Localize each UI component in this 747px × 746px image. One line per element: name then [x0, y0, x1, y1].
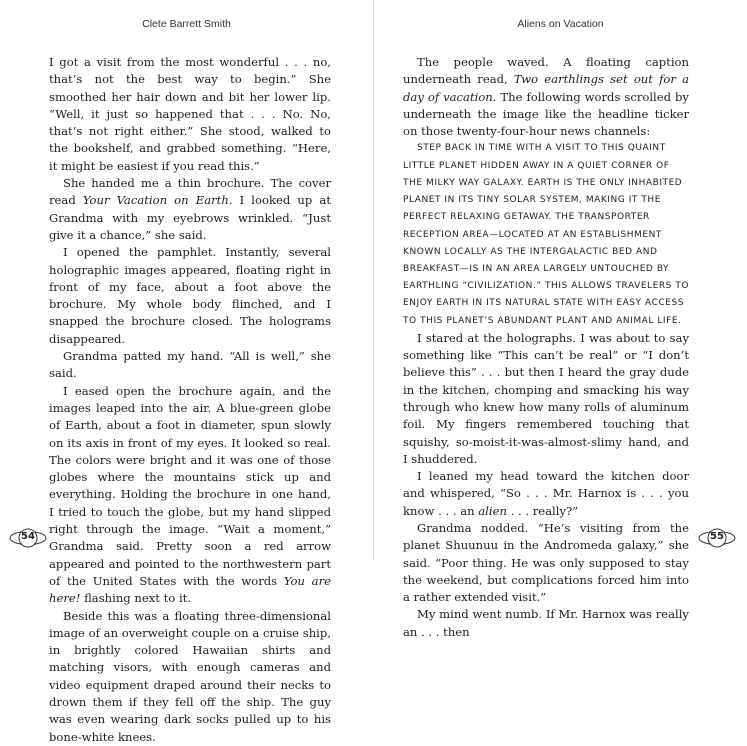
paragraph: I stared at the holographs. I was about to say something like “This can’t be real” or “I don’t believe this” . . . but then I heard the gray dude in the kitchen, chomping and smacking his way through who knew how many rolls of aluminum foil. My fingers remembered touching that squishy, so-moist-it-was-almost-slimy hand, and I shuddered. — [403, 330, 689, 466]
page-number: 55 — [710, 531, 724, 542]
page-number-left — [8, 526, 48, 550]
paragraph: My mind went numb. If Mr. Harnox was really an . . . then — [403, 607, 689, 639]
paragraph: Beside this was a floating three-dimensional image of an overweight couple on a cruise ship, in brightly colored Hawaiian shirts and matching visors, with enough cameras and video equipment draped around their necks to drown them if they fell off the ship. The guy was even wearing dark socks pulled up to his bone-white knees. — [49, 608, 331, 744]
brochure-title: Your Vacation on Earth — [82, 193, 229, 208]
caption-text: Two earthlings set out for a day of vacation. — [403, 72, 689, 104]
page-number-right — [697, 526, 737, 550]
paragraph: I leaned my head toward the kitchen door and whispered, “So . . . Mr. Harnox is . . . you know . . . an alien . . . really?” — [403, 469, 689, 518]
right-page-body — [403, 54, 689, 641]
page-number: 54 — [21, 531, 35, 542]
paragraph: I eased open the brochure again, and the images leaped into the air. A blue-green globe of Earth, about a foot in diameter, spun slowly on its axis in front of my eyes. It looked so real. The colors were bright and it was one of those globes where the mountains stick up and everything. Holding the brochure in one hand, I tried to touch the globe, but my hand slipped right through the image. “Wait a moment,” Grandma said. Pretty soon a red arrow appeared and pointed to the northwestern part of the United States with the words You are here! flashing next to it. — [49, 383, 331, 606]
paragraph: I got a visit from the most wonderful . . . no, that’s not the best way to begin.” She smoothed her hair down and bit her lower lip. “Well, it just so happened that . . . No. No, that’s not right either.” She stood, walked to the bookshelf, and grabbed something. “Here, it might be easiest if you read this.” — [49, 55, 331, 173]
paragraph: Grandma patted my hand. “All is well,” she said. — [49, 349, 331, 381]
right-page — [374, 0, 747, 639]
left-page — [0, 0, 373, 744]
you-are-here-text: You are here! — [49, 573, 331, 606]
running-head-title: Aliens on Vacation — [517, 18, 604, 30]
paragraph: The people waved. A floating caption underneath read, Two earthlings set out for a day of vacation. The following words scrolled by underneath the image like the headline ticker on those twenty-four-hour news channels: — [403, 55, 689, 139]
left-page-body — [49, 54, 331, 746]
paragraph: I opened the pamphlet. Instantly, several holographic images appeared, floating right in front of my face, about a foot above the brochure. My whole body flinched, and I snapped the brochure closed. The holograms disappeared. — [49, 245, 331, 346]
paragraph: Grandma nodded. “He’s visiting from the planet Shuunuu in the Andromeda galaxy,” she said. “Poor thing. He was only supposed to stay the weekend, but complications forced him into a rather extended visit.” — [403, 520, 689, 605]
running-head-author: Clete Barrett Smith — [142, 18, 231, 30]
paragraph: She handed me a thin brochure. The cover read Your Vacation on Earth. I looked up at Grandma with my eyebrows wrinkled. “Just give it a chance,” she said. — [49, 176, 331, 242]
news-ticker-text: STEP BACK IN TIME WITH A VISIT TO THIS QUAINT LITTLE PLANET HIDDEN AWAY IN A QUIET CORNER OF THE MILKY WAY GALAXY. EARTH IS THE ONLY INHABITED PLANET IN ITS TINY SOLAR SYSTEM, MAKING IT THE PERFECT RELAXING GETAWAY. THE TRANSPORTER RECEPTION AREA—LOCATED AT AN ESTABLISHMENT KNOWN LOCALLY AS THE INTERGALACTIC BED AND BREAKFAST—IS IN AN AREA LARGELY UNTOUCHED BY EARTHLING “CIVILIZATION.” THIS ALLOWS TRAVELERS TO ENJOY EARTH IN ITS NATURAL STATE WITH EASY ACCESS TO THIS PLANET’S ABUNDANT PLANT AND ANIMAL LIFE. — [403, 143, 690, 326]
alien-word: alien — [478, 503, 507, 518]
